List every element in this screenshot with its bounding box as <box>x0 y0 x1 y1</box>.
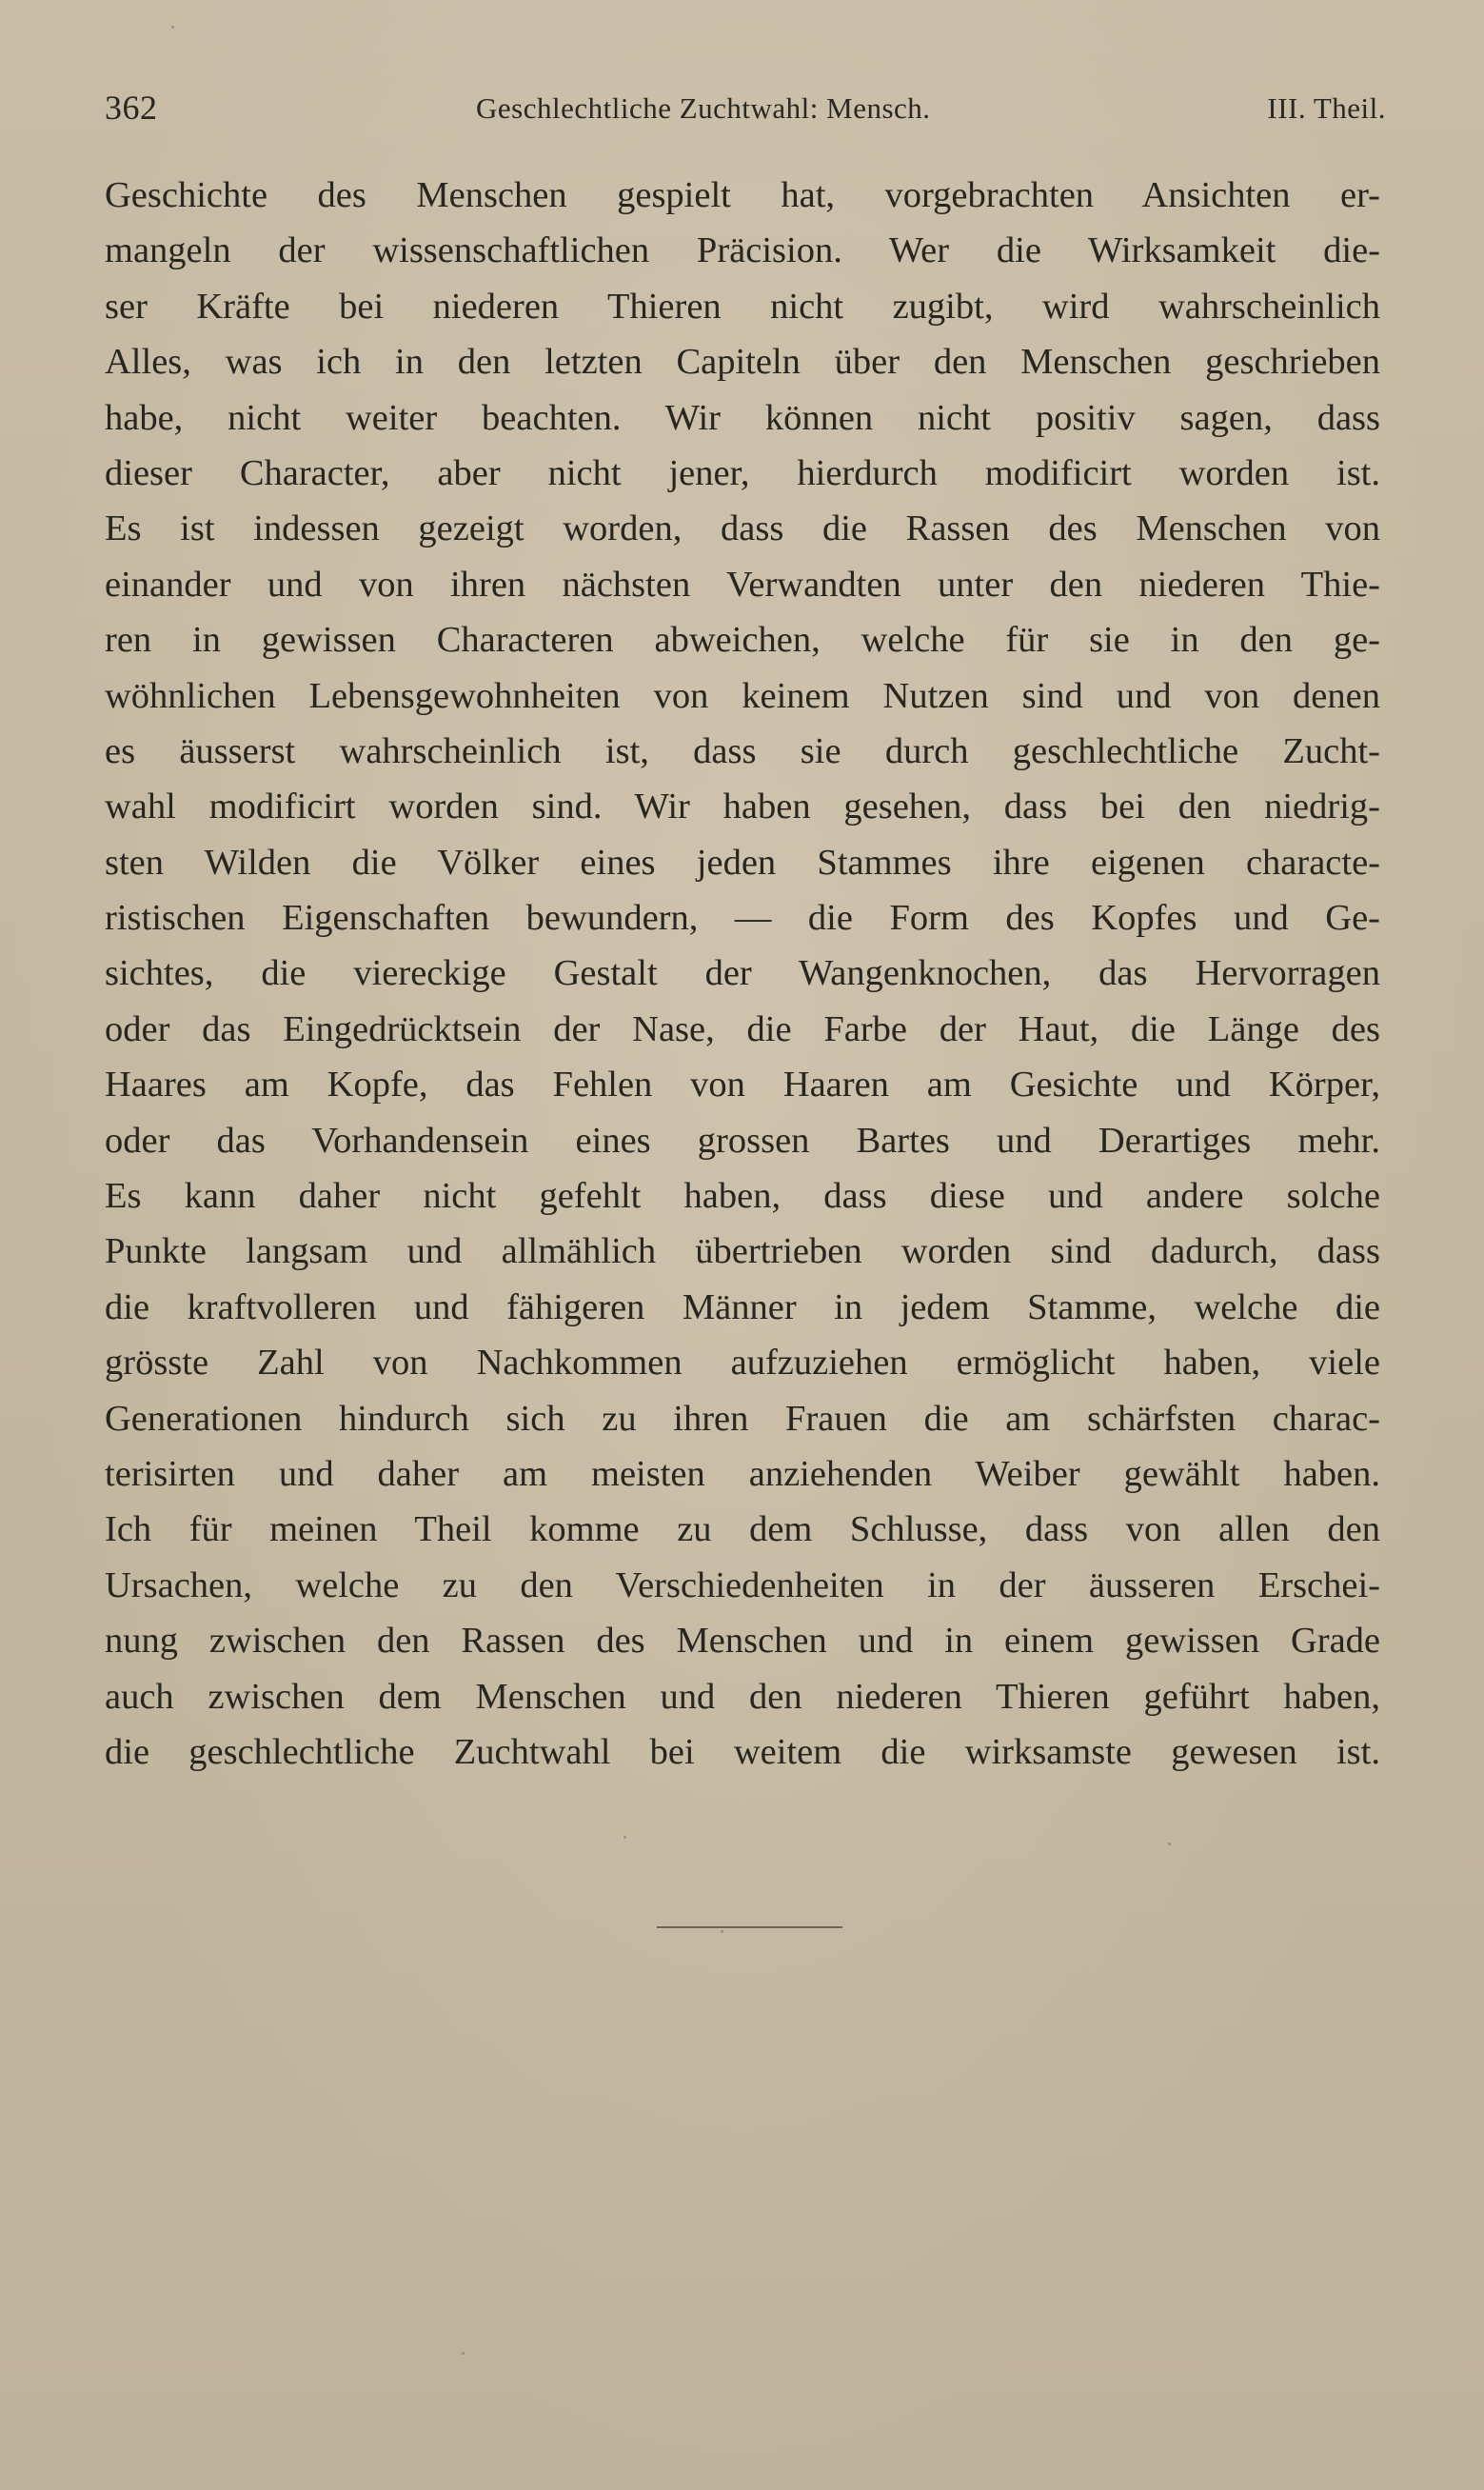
running-title: Geschlechtliche Zuchtwahl: Mensch. <box>476 91 931 125</box>
text-line: dieser Character, aber nicht jener, hierdurch modificirt worden ist. <box>105 452 1380 493</box>
paper-speck <box>462 2352 465 2355</box>
text-line: sichtes, die viereckige Gestalt der Wangenknochen, das Hervorragen <box>105 953 1380 994</box>
text-line: einander und von ihren nächsten Verwandten unter den niederen Thie- <box>105 564 1380 605</box>
text-line: die kraftvolleren und fähigeren Männer in jedem Stamme, welche die <box>105 1286 1380 1327</box>
text-line: grösste Zahl von Nachkommen aufzuziehen ermöglicht haben, viele <box>105 1343 1380 1384</box>
text-line: Alles, was ich in den letzten Capiteln über den Menschen geschrieben <box>105 342 1380 383</box>
text-line: wahl modificirt worden sind. Wir haben gesehen, dass bei den niedrig- <box>105 787 1380 827</box>
paper-speck <box>171 26 174 29</box>
text-line: mangeln der wissenschaftlichen Präcision. Wer die Wirksamkeit die- <box>105 230 1380 271</box>
running-head <box>105 88 1386 135</box>
body-paragraph <box>105 168 1380 1780</box>
text-line: ser Kräfte bei niederen Thieren nicht zugibt, wird wahrscheinlich <box>105 286 1380 327</box>
text-line: Punkte langsam und allmählich übertrieben worden sind dadurch, dass <box>105 1231 1380 1272</box>
text-line: oder das Vorhandensein eines grossen Bartes und Derartiges mehr. <box>105 1120 1380 1161</box>
text-line: auch zwischen dem Menschen und den niederen Thieren geführt haben, <box>105 1676 1380 1717</box>
text-line: Generationen hindurch sich zu ihren Frauen die am schärfsten charac- <box>105 1398 1380 1439</box>
text-line: Ich für meinen Theil komme zu dem Schlusse, dass von allen den <box>105 1509 1380 1550</box>
text-line: Haares am Kopfe, das Fehlen von Haaren am Gesichte und Körper, <box>105 1065 1380 1106</box>
paper-speck <box>721 1930 723 1933</box>
text-line: terisirten und daher am meisten anziehenden Weiber gewählt haben. <box>105 1453 1380 1494</box>
text-line: ristischen Eigenschaften bewundern, — die Form des Kopfes und Ge- <box>105 898 1380 939</box>
text-line: nung zwischen den Rassen des Menschen und in einem gewissen Grade <box>105 1621 1380 1662</box>
section-end-rule <box>657 1926 842 1928</box>
text-line: sten Wilden die Völker eines jeden Stammes ihre eigenen characte- <box>105 842 1380 883</box>
text-line: Ursachen, welche zu den Verschiedenheiten in der äusseren Erschei- <box>105 1564 1380 1605</box>
text-line: Es ist indessen gezeigt worden, dass die Rassen des Menschen von <box>105 508 1380 549</box>
paper-speck <box>1168 1843 1171 1845</box>
text-line-last: die geschlechtliche Zuchtwahl bei weitem die wirksamste gewesen ist. <box>105 1731 1380 1772</box>
text-line: Es kann daher nicht gefehlt haben, dass diese und andere solche <box>105 1176 1380 1217</box>
text-line: es äusserst wahrscheinlich ist, dass sie durch geschlechtliche Zucht- <box>105 730 1380 771</box>
text-line: habe, nicht weiter beachten. Wir können nicht positiv sagen, dass <box>105 397 1380 438</box>
paper-speck <box>623 1836 626 1839</box>
part-label: III. Theil. <box>1267 91 1386 125</box>
text-line: Geschichte des Menschen gespielt hat, vorgebrachten Ansichten er- <box>105 175 1380 215</box>
page-number: 362 <box>105 89 158 127</box>
text-line: wöhnlichen Lebensgewohnheiten von keinem Nutzen sind und von denen <box>105 675 1380 716</box>
text-line: oder das Eingedrücktsein der Nase, die Farbe der Haut, die Länge des <box>105 1008 1380 1049</box>
text-line: ren in gewissen Characteren abweichen, welche für sie in den ge- <box>105 620 1380 661</box>
